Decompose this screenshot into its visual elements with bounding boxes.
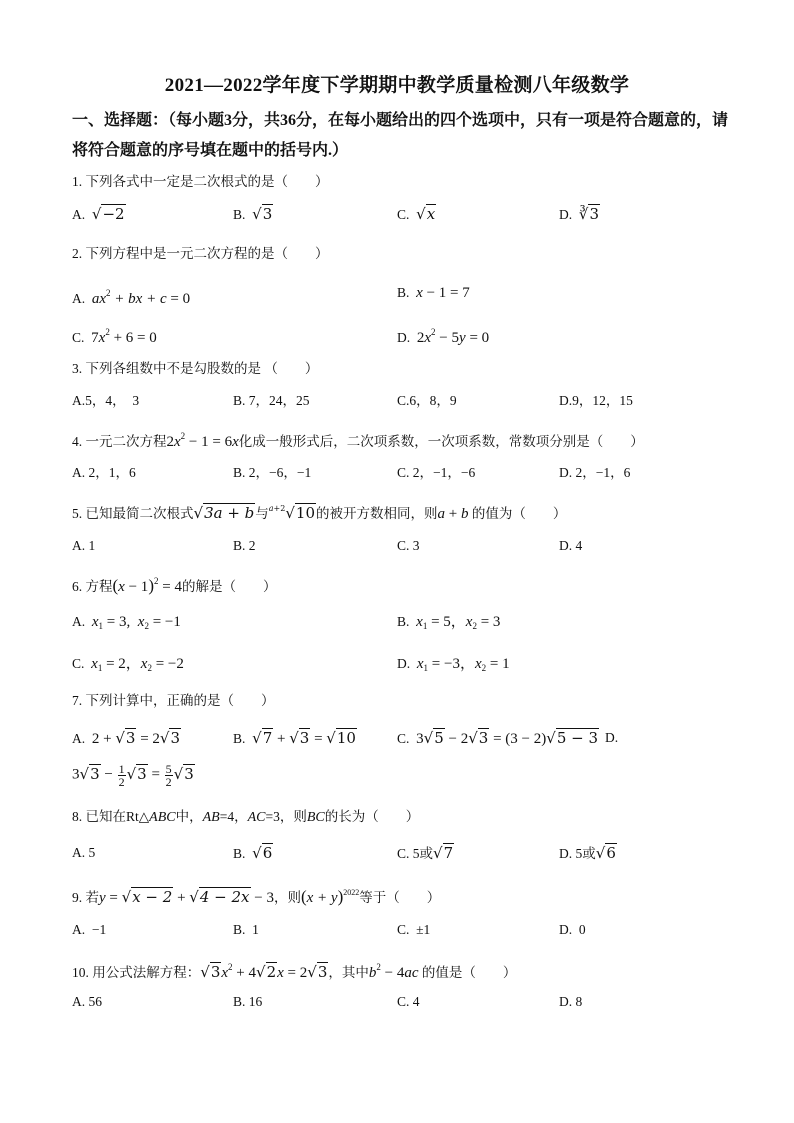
q6-option-d: D. $x_1 = -3$，$x_2 = 1$ bbox=[397, 656, 510, 673]
q7-option-a: A. 2 + √3 = 2√3 bbox=[72, 729, 181, 747]
q1-option-c: C. √x bbox=[397, 205, 436, 223]
q5-option-d: D. 4 bbox=[559, 538, 583, 553]
question-5: 5. 已知最简二次根式√3a + b与$^{a+2}$√10的被开方数相同，则a + b 的值为（ ） bbox=[72, 504, 567, 522]
q4-option-c: C. 2，−1，−6 bbox=[397, 465, 476, 480]
question-1: 1. 下列各式中一定是二次根式的是（ ） bbox=[72, 174, 329, 189]
question-2: 2. 下列方程中是一元二次方程的是（ ） bbox=[72, 246, 329, 261]
q3-option-d: D.9，12，15 bbox=[559, 393, 633, 408]
q7-option-d-label: D. bbox=[605, 730, 619, 745]
q10-option-a: A. 56 bbox=[72, 994, 102, 1009]
q7-option-c: C. 3√5 − 2√3 = (3 − 2)√5 − 3 bbox=[397, 729, 599, 747]
q8-option-b: B. √6 bbox=[233, 844, 273, 862]
question-4: 4. 一元二次方程$2x^2 - 1 = 6x$化成一般形式后，二次项系数，一次项系数，常数项分别是（ ） bbox=[72, 431, 644, 450]
question-8: 8. 已知在Rt△ABC中，AB=4，AC=3，则BC的长为（ ） bbox=[72, 809, 420, 825]
q4-option-a: A. 2，1，6 bbox=[72, 465, 136, 480]
q10-option-c: C. 4 bbox=[397, 994, 420, 1009]
q2-option-c: C. $7x^2 + 6 = 0$ bbox=[72, 327, 157, 346]
q2-option-d: D. $2x^2 - 5y = 0$ bbox=[397, 327, 490, 346]
q7-option-d: 3√3 − $\frac{1}{2}$ √3 = $\frac{5}{2}$ √3 bbox=[72, 762, 194, 789]
q1-option-a: A. √−2 bbox=[72, 205, 125, 223]
q8-option-c: C. 5或√7 bbox=[397, 844, 454, 862]
q2-option-a: A. $ax^2$ + bx + c = 0 bbox=[72, 288, 191, 307]
q4-option-d: D. 2，−1，6 bbox=[559, 465, 631, 480]
q6-option-c: C. $x_1 = 2$，$x_2 = -2$ bbox=[72, 656, 184, 673]
q3-option-c: C.6，8，9 bbox=[397, 393, 457, 408]
q3-option-b: B. 7，24，25 bbox=[233, 393, 310, 408]
q9-option-b: B. 1 bbox=[233, 922, 259, 937]
q9-option-d: D. 0 bbox=[559, 922, 586, 937]
q5-option-c: C. 3 bbox=[397, 538, 420, 553]
q1-option-d: D. ∛3 bbox=[559, 205, 599, 223]
question-6: 6. 方程$(x - 1)^2 = 4$的解是（ ） bbox=[72, 576, 277, 595]
q3-option-a: A.5，4， 3 bbox=[72, 393, 140, 408]
q5-option-b: B. 2 bbox=[233, 538, 256, 553]
page-title: 2021—2022学年度下学期期中教学质量检测八年级数学 bbox=[164, 75, 630, 96]
q6-option-b: B. $x_1 = 5$，$x_2 = 3$ bbox=[397, 614, 501, 631]
section-heading: 一、选择题：（每小题3分，共36分，在每小题给出的四个选项中，只有一项是符合题意的，请将符合题意的序号填在题中的括号内.） bbox=[72, 112, 729, 159]
question-10: 10. 用公式法解方程：$√3x^2 + 4√2x = 2√3$，其中$b^2 - 4ac$ 的值是（ ） bbox=[72, 962, 517, 981]
q8-option-a: A. 5 bbox=[72, 845, 96, 860]
q9-option-a: A. −1 bbox=[72, 922, 107, 937]
question-9: 9. 若y = √x − 2 + √4 − 2x − 3，则$(x + y)^{2022}$等于（ ） bbox=[72, 887, 441, 906]
question-3: 3. 下列各组数中不是勾股数的是 （ ） bbox=[72, 361, 319, 376]
q10-option-b: B. 16 bbox=[233, 994, 263, 1009]
q4-option-b: B. 2，−6，−1 bbox=[233, 465, 312, 480]
q9-option-c: C. ±1 bbox=[397, 922, 431, 937]
q7-option-b: B. √7 + √3 = √10 bbox=[233, 729, 356, 747]
q2-option-b: B. x − 1 = 7 bbox=[397, 285, 470, 301]
question-7: 7. 下列计算中，正确的是（ ） bbox=[72, 693, 275, 708]
q8-option-d: D. 5或√6 bbox=[559, 844, 616, 862]
q1-option-b: B. √3 bbox=[233, 205, 273, 223]
q10-option-d: D. 8 bbox=[559, 994, 583, 1009]
q6-option-a: A. $x_1 = 3$, $x_2 = -1$ bbox=[72, 614, 181, 631]
q5-option-a: A. 1 bbox=[72, 538, 96, 553]
